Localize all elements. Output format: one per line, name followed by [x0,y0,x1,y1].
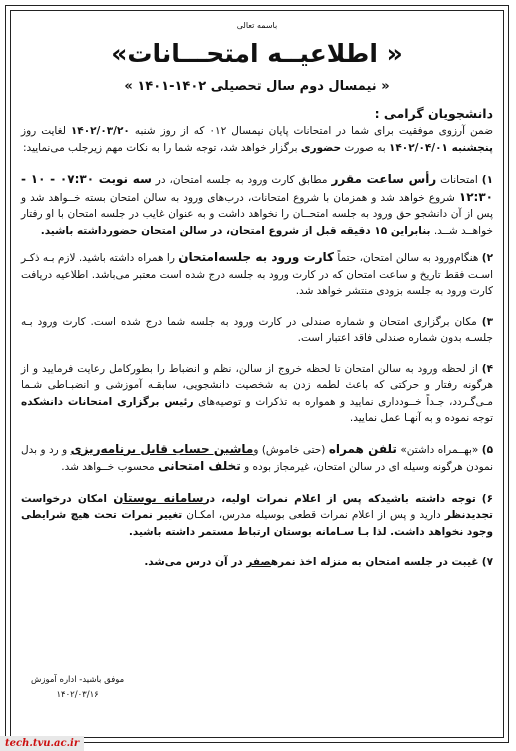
item-text: «بهــمراه داشتن» [396,443,479,456]
item-text: امتحانات [436,174,478,186]
page-inner-border [10,10,504,738]
item-number: ۲) [481,252,494,264]
signature-block [31,673,124,703]
item-text: دارید و پس از اعلام نمرات قطعی بوسیله مدرس، امکـان [182,509,445,521]
notice-item-6 [21,490,493,541]
item-number: ۷) [481,556,493,568]
item-text: در آن درس می‌شد. [144,556,247,568]
intro-text: ضمن آرزوی موفقیت برای شما در امتحانات پایان نیمسال ۰۱۲ که از روز شنبه [129,125,493,137]
item-emphasis: تلفن همراه [328,441,397,456]
item-number: ۱) [481,174,494,186]
signature-date: ۱۴۰۲/۰۳/۱۶ [56,690,99,700]
intro-in-person: حضوری [300,142,342,154]
item-emphasis: امکان درخواست تجدیدنظر [21,492,493,521]
item-text: و رد و بدل نمودن هرگونه وسیله ای در سالن امتحان، غیرمجاز بوده و [21,443,493,473]
item-emphasis: کارت ورود به جلسه‌امتحان [178,250,334,264]
item-text: را همراه داشته باشید. لازم بـه ذکـر اسـت فقط تاریخ و ساعت امتحان که در کارت ورود به جلسه درج شده است معتبر می‌باشد. اطلاعیه دریافت کارت ورود به جلسه بزودی منتشر خواهد شد. [21,252,493,297]
item-emphasis: تخلف امتحانی [158,459,241,473]
intro-end-date: پنجشنبه ۱۴۰۲/۰۴/۰۱ [388,142,493,154]
item-text: (حتی خاموش) و [253,443,329,456]
item-number: ۴) [481,362,494,375]
page-subtitle: « نیمسال دوم سال تحصیلی ۱۴۰۲-۱۴۰۱ » [124,79,390,94]
intro-text: لغایت روز [21,125,71,137]
intro-text: به صورت [341,142,389,154]
intro-paragraph [21,123,493,157]
notice-item-5 [21,441,493,476]
intro-start-date: ۱۴۰۲/۰۳/۲۰ [70,125,130,137]
item-emphasis: بنابراین ۱۵ دقیقه قبل از شروع امتحان، در سالن امتحان حضورداشته باشید. [40,224,431,237]
exam-times: سه نوبت ۰۷:۳۰ - ۱۰ - ۱۲:۳۰ [21,172,493,204]
item-number: ۵) [481,443,494,456]
item-number: ۳) [481,315,493,328]
item-text: مطابق کارت ورود به جلسه امتحان، در [151,174,332,186]
page-title: « اطلاعیــه امتحـــانات» [111,39,403,68]
item-emphasis: رئیس برگزاری امتحانات دانشکده [21,395,194,408]
notice-item-7 [21,554,493,571]
item-text: مکان برگزاری امتحان و شماره صندلی در کارت ورود به جلسه شما درج شده است. کارت ورود بـه جلسـه بدون شماره صندلی فاقد اعتبار است. [21,315,493,344]
item-text: محسوب خــواهد شد. [61,461,159,473]
notice-item-2 [21,249,493,300]
site-watermark: tech.tvu.ac.ir [0,736,84,751]
item-text: هنگام‌ورود به سالن امتحان، حتماً [334,252,479,264]
item-number: ۶) [481,492,494,505]
notice-item-1 [21,171,493,239]
item-emphasis: صفر [246,556,271,568]
page-border [5,5,509,743]
item-text: از لحظه ورود به سالن امتحان تا لحظه خروج از سالن، نظم و انضباط را بطورکامل رعایت فرمایید و از هرگونه رفتار و حرکتی که باعث لطمه زدن به شخصیت دانشجویی، سابقـه آموزشی و انضبـاطی شـما مـی‌گـردد، جـداً خــودداری نمایید و همواره به تذکرات و توصیه‌های [21,362,494,408]
item-emphasis: پس از اعلام نمرات اولیه، در [203,492,362,505]
item-emphasis: ماشین حساب قابل برنامه‌ریزی [70,441,254,456]
item-emphasis: رأس ساعت مقرر [331,172,437,186]
item-emphasis: سامانه بوستان [113,490,204,505]
item-emphasis: توجه داشته باشیدکه [361,492,476,505]
greeting: دانشجویان گرامی : [374,106,493,121]
basmala: باسمه تعالی [236,21,278,30]
notice-item-4 [21,361,493,427]
notice-item-3 [21,314,493,347]
item-text: شروع خواهد شد و همزمان با شروع امتحانات، درب‌های ورود به سالن امتحان بسته خــواهد شد و پس از آن دانشجو حق ورود به جلسه امتحــان را نخواهد داشت و به عنوان غایب در جلسه امتحان با او رفتار خواهــد شــد. [21,191,493,237]
intro-text: برگزار خواهد شد، توجه شما را به نکات مهم زیرجلب می‌نمایید: [23,142,301,154]
item-text: توجه نموده و به آنهـا عمل نمایید. [349,412,493,424]
item-text: غیبت در جلسه امتحان به منزله اخذ نمره [270,556,479,568]
item-emphasis: تغییر نمرات تحت هیچ شرایطی وجود نخواهد داشت. لذا بـا سـامانه بوستان ارتباط مستمر داشته باشید. [21,509,493,538]
signature-line: موفق باشید- اداره آموزش [31,675,125,685]
